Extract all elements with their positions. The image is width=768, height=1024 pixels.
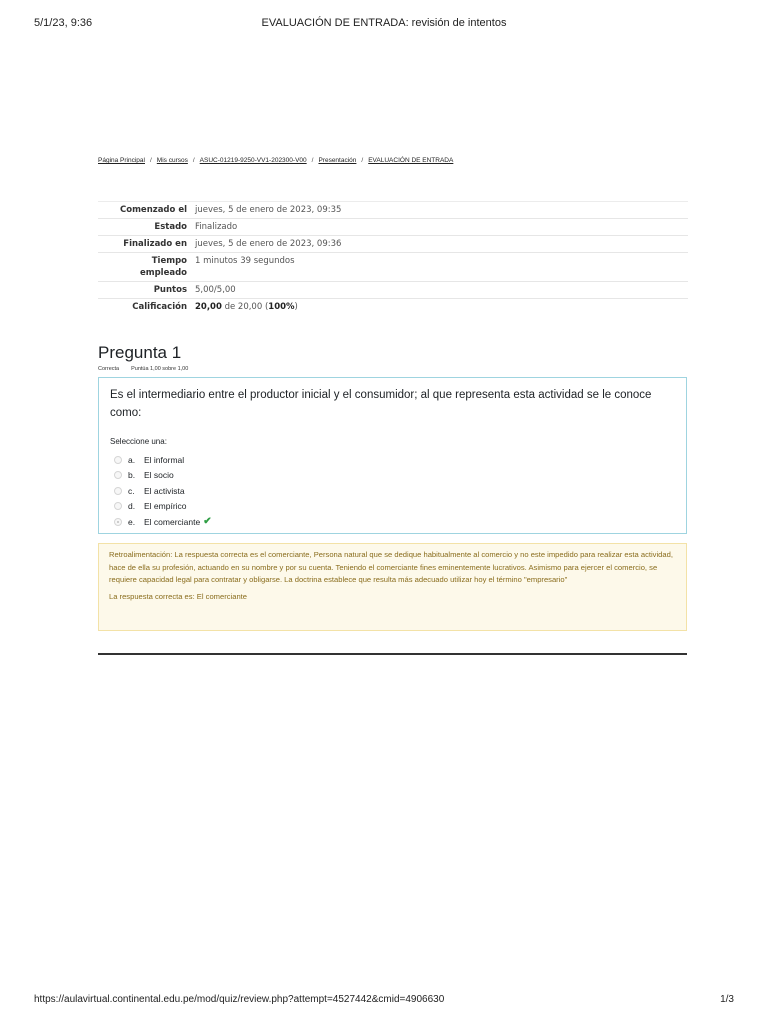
question-text: Es el intermediario entre el productor inicial y el consumidor; al que representa esta actividad se le conoce como: xyxy=(110,389,652,419)
summary-row-finished xyxy=(98,236,688,253)
grade-label: Calificación xyxy=(98,299,195,316)
time-label xyxy=(98,253,195,282)
time-value: 1 minutos 39 segundos xyxy=(195,253,688,282)
answer-option-d[interactable] xyxy=(114,499,212,515)
radio-option-a[interactable] xyxy=(114,456,122,464)
breadcrumb-home[interactable]: Página Principal xyxy=(98,157,145,164)
print-url: https://aulavirtual.continental.edu.pe/mod/quiz/review.php?attempt=4527442&cmid=4906630 xyxy=(34,994,445,1005)
question-status: Correcta xyxy=(98,366,120,372)
option-label: El empírico xyxy=(144,501,187,512)
feedback-right-answer: La respuesta correcta es: El comerciante xyxy=(109,591,248,601)
question-heading: Pregunta 1 xyxy=(98,343,182,362)
state-value: Finalizado xyxy=(195,219,688,236)
feedback-general: Retroalimentación: La respuesta correcta es el comerciante, Persona natural que se dedique habitualmente al comercio y no este impedido para realizar esta actividad, hace de ella su profesión, actuando en su nombre y por su cuenta. Teniendo el comerciante fines eminentemente lucrativos. Asimismo para ejercer el comercio, se requiere capacidad legal para contratar y obligarse. La doctrina establece que resulta más adecuado utilizar hoy el término "empresario" xyxy=(109,550,673,584)
question-score: Puntúa 1,00 sobre 1,00 xyxy=(131,366,189,372)
breadcrumb-my-courses[interactable]: Mis cursos xyxy=(156,157,188,164)
question-prompt: Seleccione una: xyxy=(110,437,167,446)
finished-label: Finalizado en xyxy=(98,236,195,253)
started-label: Comenzado el xyxy=(98,202,195,219)
summary-row-started xyxy=(98,202,688,219)
print-date: 5/1/23, 9:36 xyxy=(34,17,93,29)
attempt-summary-table xyxy=(98,201,688,315)
answer-option-c[interactable] xyxy=(114,483,212,499)
correct-check-icon: ✔ xyxy=(203,516,212,528)
option-letter: b. xyxy=(128,470,136,481)
answer-options xyxy=(114,452,212,530)
question-info xyxy=(98,366,188,372)
summary-row-points xyxy=(98,282,688,299)
print-title: EVALUACIÓN DE ENTRADA: revisión de intentos xyxy=(261,17,507,29)
grade-end: ) xyxy=(294,302,298,312)
points-label: Puntos xyxy=(98,282,195,299)
section-divider xyxy=(98,653,687,655)
grade-percent: 100% xyxy=(268,302,295,312)
breadcrumb-course[interactable]: ASUC-01219-9250-VV1-202300-V00 xyxy=(199,157,307,164)
answer-option-e[interactable] xyxy=(114,514,212,530)
grade-score: 20,00 xyxy=(195,302,222,312)
print-header xyxy=(34,17,734,33)
time-label-line1: Tiempo xyxy=(151,256,187,266)
option-label: El comerciante xyxy=(144,516,201,527)
finished-value: jueves, 5 de enero de 2023, 09:36 xyxy=(195,236,688,253)
summary-row-state xyxy=(98,219,688,236)
option-letter: a. xyxy=(128,454,136,465)
breadcrumb: Página Principal / Mis cursos / ASUC-01219-9250-VV1-202300-V00 / Presentación / EVALUACIÓN DE ENTRADA xyxy=(98,157,454,164)
option-label: El informal xyxy=(144,454,185,465)
summary-row-grade xyxy=(98,299,688,316)
breadcrumb-quiz[interactable]: EVALUACIÓN DE ENTRADA xyxy=(368,157,454,164)
print-page-number: 1/3 xyxy=(720,994,734,1005)
breadcrumb-presentation[interactable]: Presentación xyxy=(318,157,357,164)
option-letter: c. xyxy=(128,485,135,496)
grade-value xyxy=(195,299,688,316)
option-label: El socio xyxy=(144,470,174,481)
radio-option-d[interactable] xyxy=(114,502,122,510)
radio-option-b[interactable] xyxy=(114,471,122,479)
question-box xyxy=(98,377,687,534)
points-value: 5,00/5,00 xyxy=(195,282,688,299)
answer-option-b[interactable] xyxy=(114,468,212,484)
radio-option-c[interactable] xyxy=(114,487,122,495)
feedback-box xyxy=(98,543,687,631)
time-label-line2: empleado xyxy=(139,268,187,278)
option-label: El activista xyxy=(144,485,185,496)
grade-mid: de 20,00 ( xyxy=(221,302,269,312)
print-footer xyxy=(34,994,734,1008)
radio-option-e-selected[interactable] xyxy=(114,518,122,526)
option-letter: e. xyxy=(128,516,136,527)
started-value: jueves, 5 de enero de 2023, 09:35 xyxy=(195,202,688,219)
state-label: Estado xyxy=(98,219,195,236)
summary-row-time xyxy=(98,253,688,282)
option-letter: d. xyxy=(128,501,136,512)
answer-option-a[interactable] xyxy=(114,452,212,468)
